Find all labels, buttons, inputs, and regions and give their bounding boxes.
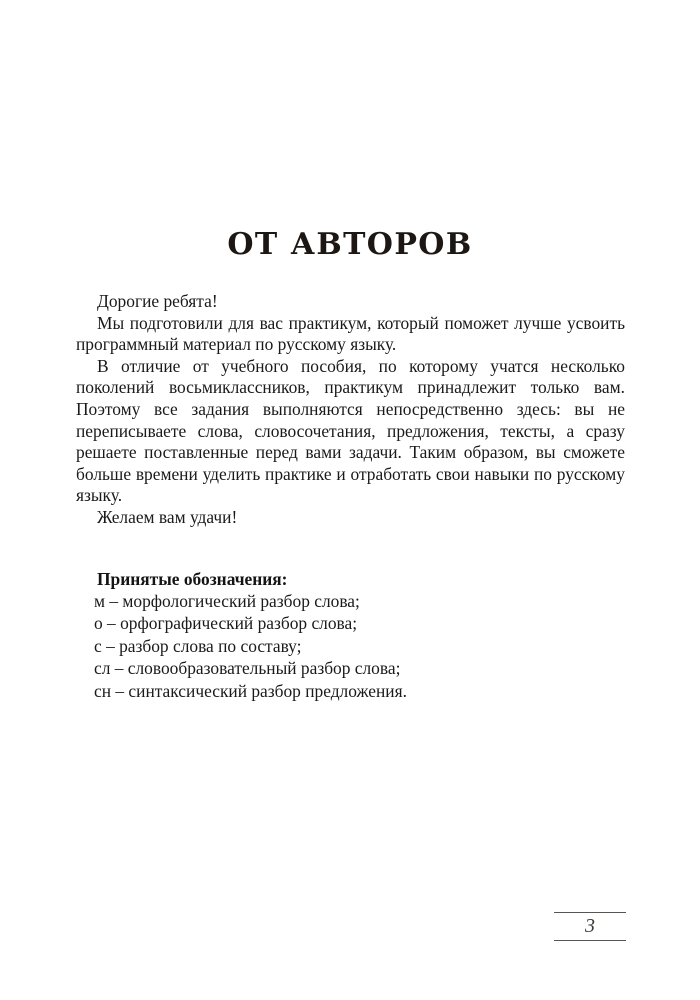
notation-list [76, 590, 625, 702]
notation-item-morphological: м – морфологический разбор слова; [94, 591, 360, 611]
notation-item-orthographic: о – орфографический разбор слова; [94, 613, 358, 634]
foreword-paragraph-closing: Желаем вам удачи! [97, 506, 238, 527]
folio-rule-bottom [554, 940, 626, 941]
notation-item-syntactic: сн – синтаксический разбор предложения. [94, 680, 407, 701]
notation-heading: Принятые обозначения: [97, 569, 288, 589]
page-number: 3 [585, 915, 595, 937]
foreword-paragraph-intro: Мы подготовили для вас практикум, который поможет лучше усвоить программный материал по русскому языку. [76, 312, 625, 355]
foreword-paragraph-greeting: Дорогие ребята! [97, 291, 218, 311]
page-number-footer [554, 912, 626, 942]
notation-item-composition: с – разбор слова по составу; [94, 635, 302, 656]
foreword-body [76, 291, 625, 529]
foreword-paragraph-main: В отличие от учебного пособия, по которому учатся несколько поколений восьмиклассников, практикум принадлежит только вам. Поэтому все задания выполняются непосредственно здесь: вы не переписываете слова, словосочетания, предложения, тексты, а сразу решаете поставленные перед вами задачи. Таким образом, вы сможете больше времени уделить практике и отработать свои навыки по русскому языку. [76, 355, 625, 506]
page-title: ОТ АВТОРОВ [227, 227, 473, 263]
notation-section [76, 568, 625, 702]
notation-item-word-formation: сл – словообразовательный разбор слова; [94, 658, 401, 679]
folio-rule-top [554, 912, 626, 913]
